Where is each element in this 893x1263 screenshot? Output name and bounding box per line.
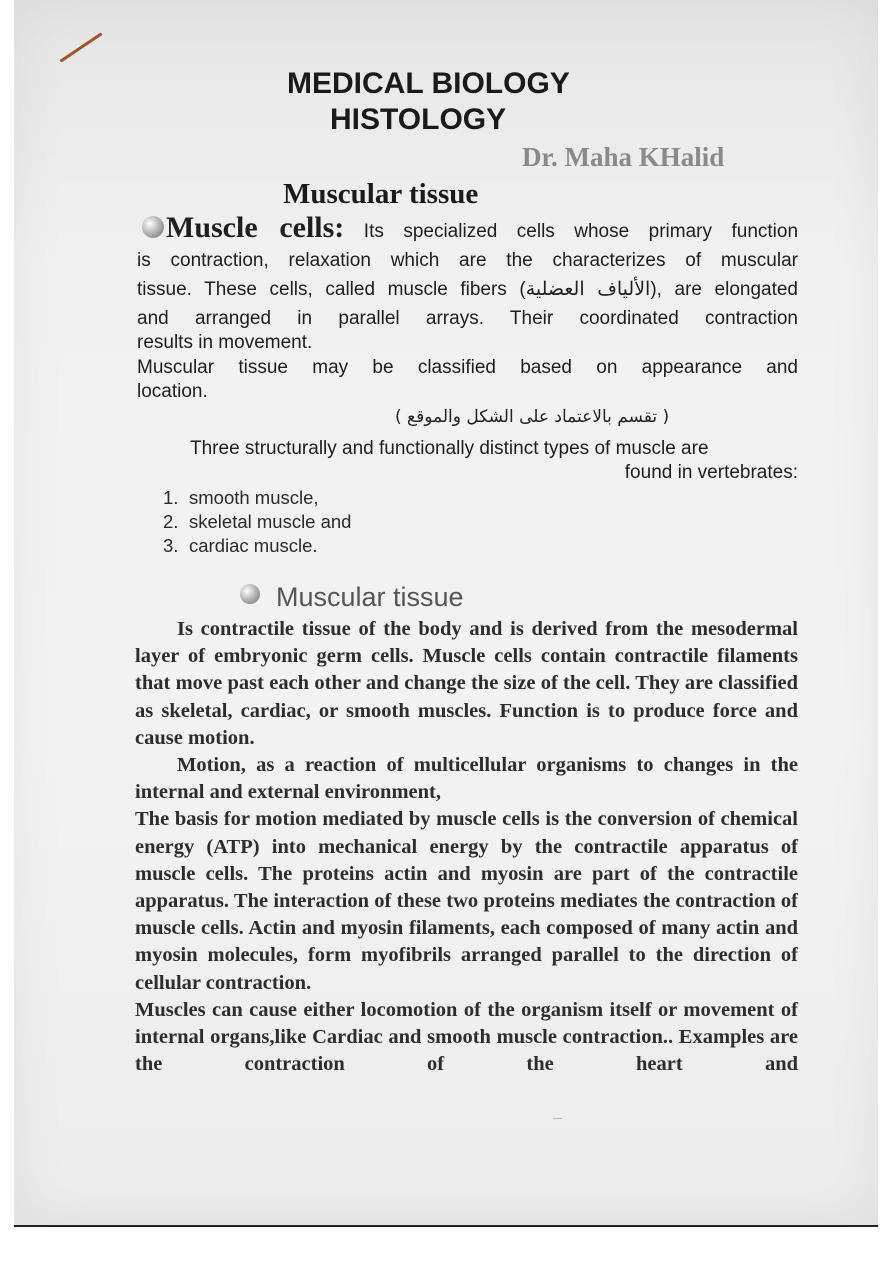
- lead-label: Muscle cells:: [166, 211, 345, 244]
- text-line: and arranged in parallel arrays. Their coordinated contraction: [137, 308, 798, 329]
- paragraph: Muscles can cause either locomotion of the organism itself or movement of internal organs,like Cardiac and smooth muscle contraction.. Examples are the contraction of the heart and: [135, 998, 798, 1076]
- arabic-note: ( تقسم بالاعتماد على الشكل والموقع ): [395, 407, 670, 427]
- text-line: location.: [137, 381, 208, 402]
- list-item: 1. smooth muscle,: [163, 487, 319, 508]
- text-line: Muscular tissue may be classified based on appearance and: [137, 357, 798, 378]
- paragraph: The basis for motion mediated by muscle cells is the conversion of chemical energy (ATP) into mechanical energy by the contractile apparatus of muscle cells. The proteins actin and myosin are part of the contractile apparatus. The interaction of these two proteins mediates the contraction of muscle cells. Actin and myosin filaments, each composed of many actin and myosin molecules, form myofibrils arranged parallel to the direction of cellular contraction.: [135, 808, 798, 994]
- text-line: results in movement.: [137, 332, 313, 353]
- text-line: Its specialized cells whose primary function: [363, 221, 799, 242]
- page-edge-line: [14, 1225, 878, 1227]
- author-name: Dr. Maha KHalid: [522, 142, 725, 172]
- bullet-icon: [142, 216, 164, 238]
- muscle-cells-paragraph: [137, 213, 798, 402]
- list-item: 3. cardiac muscle.: [163, 535, 318, 556]
- muscle-cells-lead: [137, 211, 344, 244]
- course-title-line1: MEDICAL BIOLOGY: [287, 67, 570, 100]
- bullet-icon: [240, 584, 260, 604]
- course-title-line2: HISTOLOGY: [330, 103, 507, 136]
- types-intro: [190, 437, 798, 485]
- lead-row: [137, 213, 798, 246]
- text-line: tissue. These cells, called muscle fibers (الألياف العضلية), are elongated: [137, 279, 799, 300]
- paragraph: Motion, as a reaction of multicellular organisms to changes in the internal and external environment,: [135, 754, 798, 804]
- sub-heading-label: Muscular tissue: [276, 582, 464, 612]
- muscle-types-list: [163, 486, 351, 558]
- stray-mark: [553, 1118, 562, 1119]
- types-intro-line1: Three structurally and functionally distinct types of muscle are: [190, 438, 709, 459]
- sub-heading: [240, 582, 464, 613]
- muscular-tissue-body: [135, 616, 798, 1078]
- types-intro-line2: found in vertebrates:: [624, 462, 798, 483]
- section-title: Muscular tissue: [283, 178, 479, 210]
- text-line: is contraction, relaxation which are the characterizes of muscular: [137, 250, 798, 271]
- list-item: 2. skeletal muscle and: [163, 511, 352, 532]
- paragraph: Is contractile tissue of the body and is derived from the mesodermal layer of embryonic germ cells. Muscle cells contain contractile filaments that move past each other and change the size of the cell. They are classified as skeletal, cardiac, or smooth muscles. Function is to produce force and cause motion.: [135, 618, 798, 749]
